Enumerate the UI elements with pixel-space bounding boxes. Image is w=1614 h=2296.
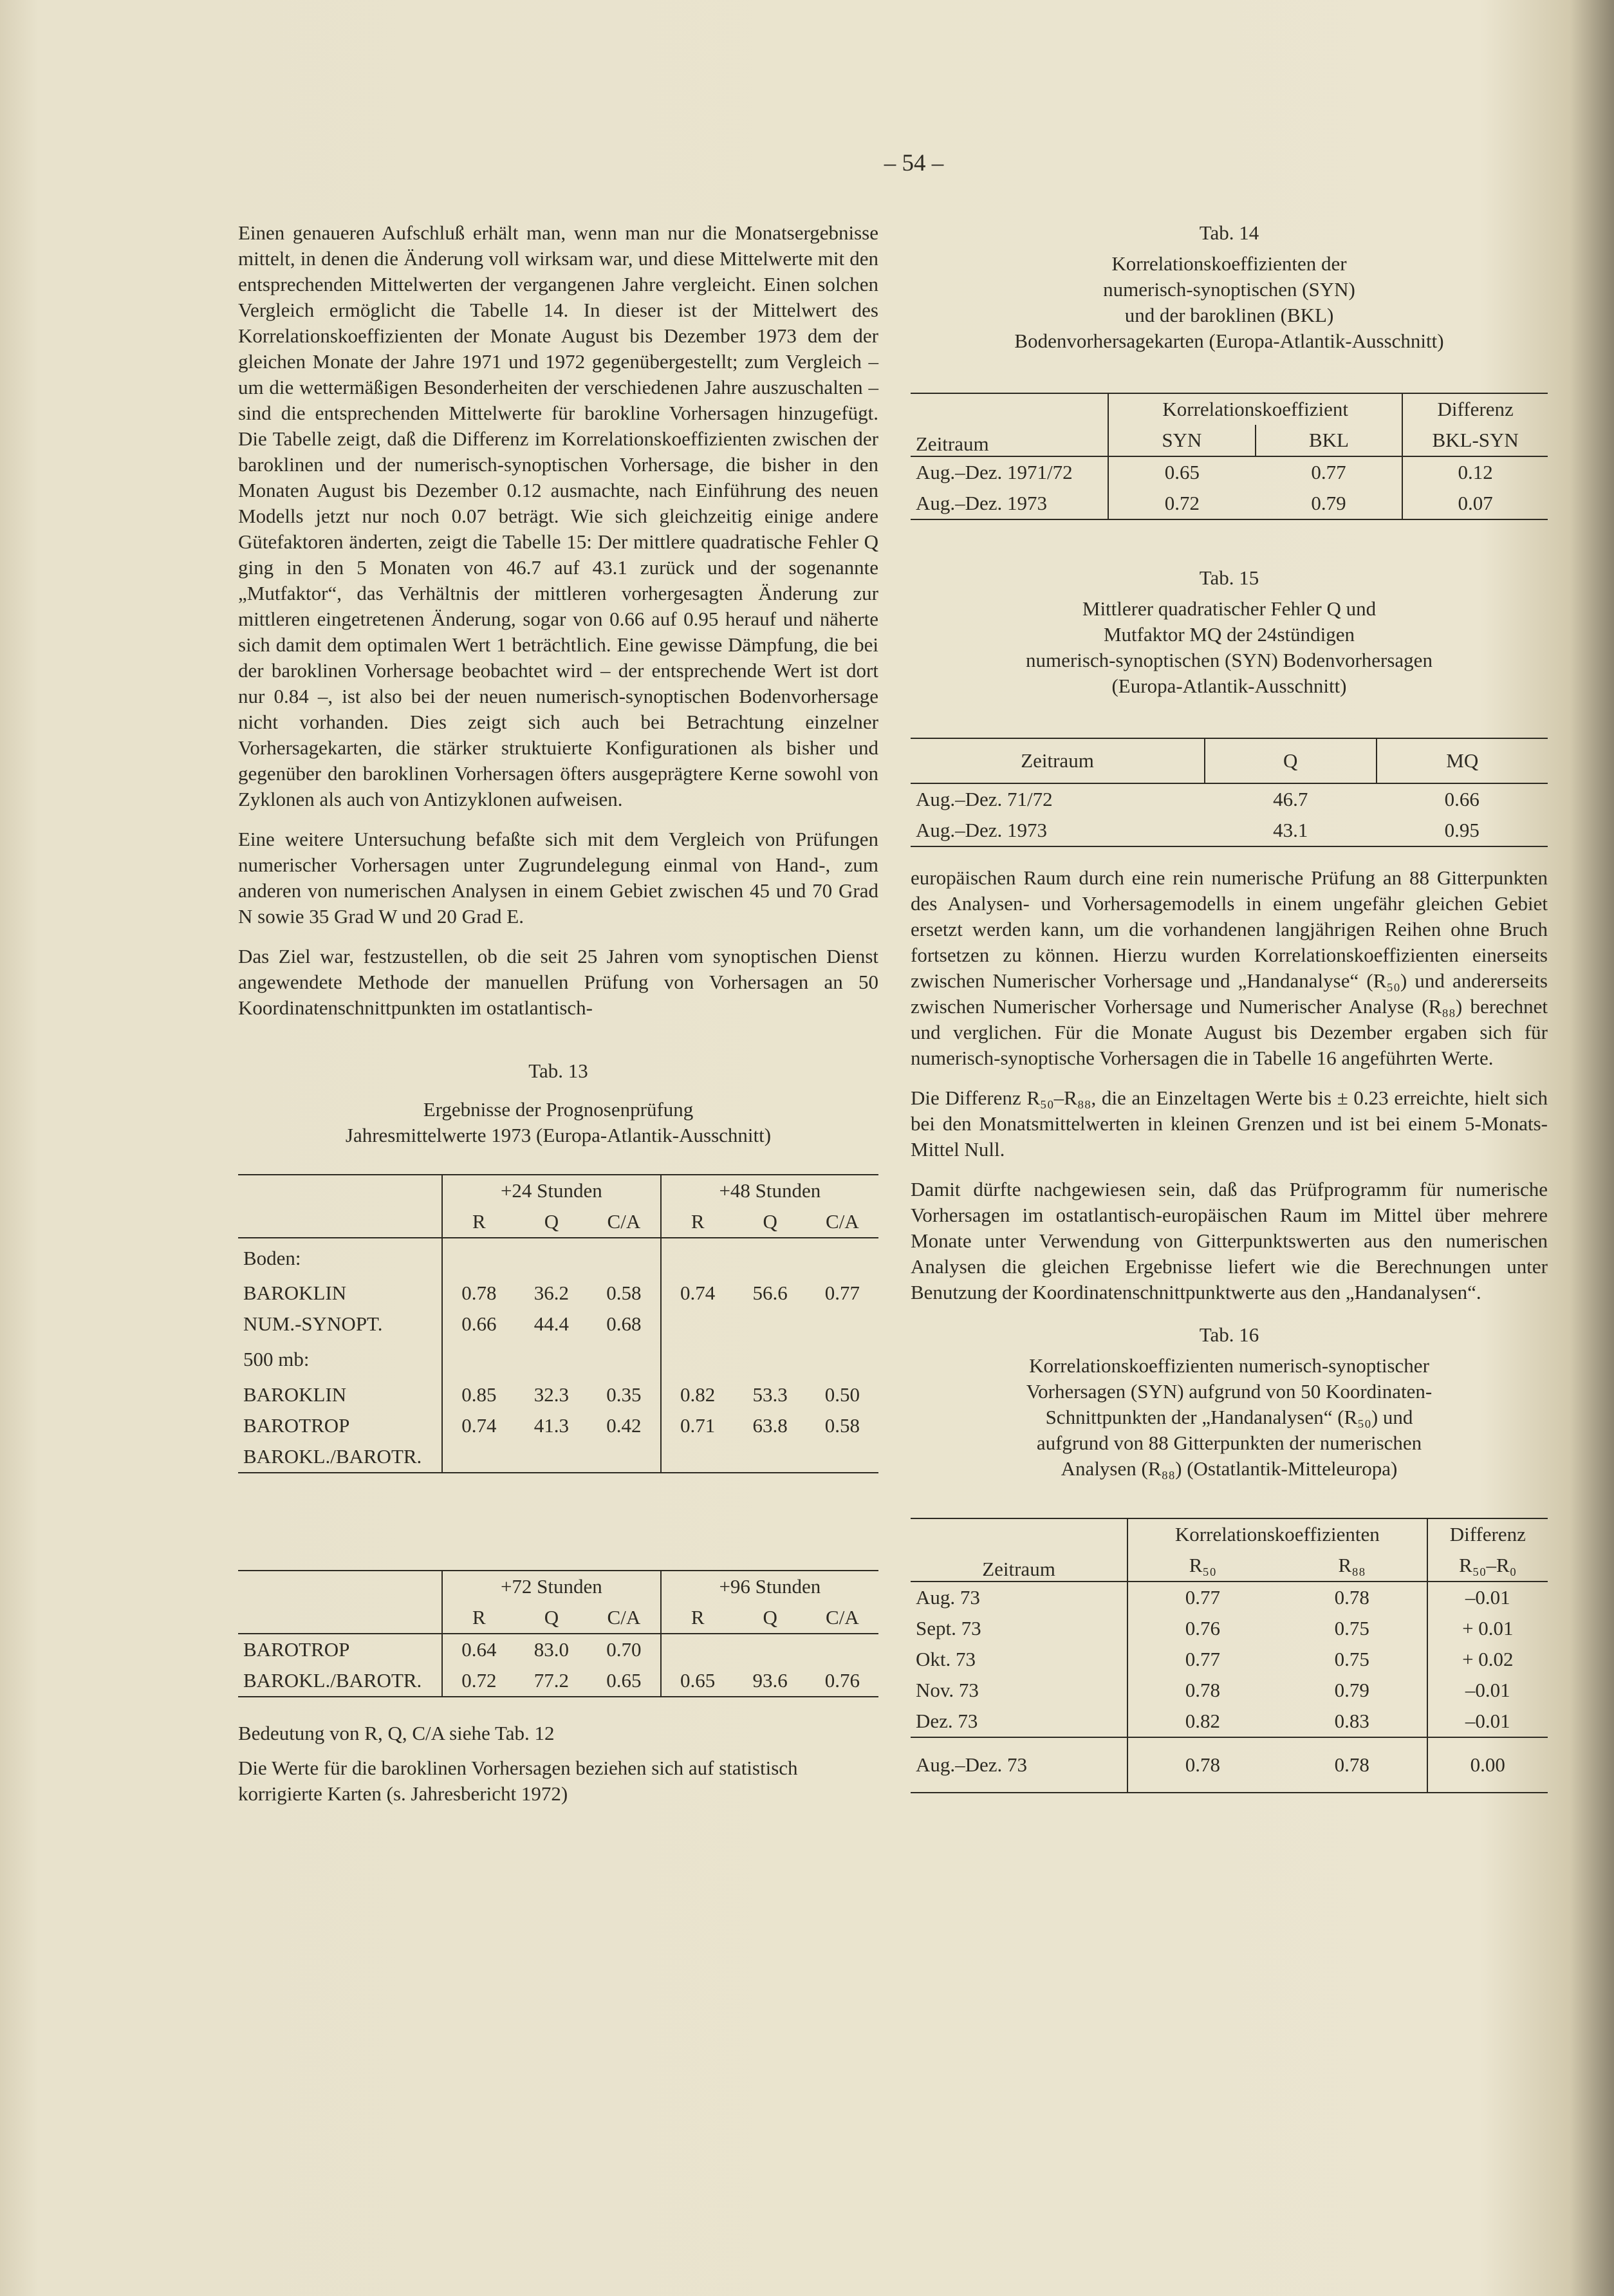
cell: 0.76 bbox=[824, 1669, 860, 1692]
tab13-table bbox=[238, 1174, 878, 1473]
col-header: Q bbox=[544, 1606, 559, 1629]
cell: 0.77 bbox=[824, 1282, 860, 1304]
cell: 0.82 bbox=[1185, 1710, 1221, 1732]
tab15-caption bbox=[911, 565, 1548, 699]
cell bbox=[806, 1634, 878, 1665]
cell: –0.01 bbox=[1465, 1679, 1510, 1701]
cell: 46.7 bbox=[1273, 788, 1308, 810]
cell: 0.79 bbox=[1277, 1675, 1427, 1706]
cell bbox=[442, 1441, 515, 1473]
cell: 0.75 bbox=[1277, 1644, 1427, 1675]
row-label: Aug.–Dez. 73 bbox=[911, 1737, 1127, 1793]
cell: 41.3 bbox=[533, 1414, 570, 1437]
row-label: Aug.–Dez. 1973 bbox=[911, 488, 1108, 519]
tab14-title-2: numerisch-synoptischen (SYN) bbox=[1103, 278, 1355, 301]
table-footnote: Die Werte für die baroklinen Vorhersagen beziehen sich auf statistisch korrigierte Karten (s. Jahresbericht 1972) bbox=[238, 1757, 798, 1805]
group-header: +48 Stunden bbox=[719, 1179, 821, 1202]
col-header: C/A bbox=[588, 1206, 661, 1238]
table-row bbox=[911, 1613, 1548, 1644]
group-header: +96 Stunden bbox=[719, 1575, 821, 1598]
cell: 0.68 bbox=[588, 1309, 661, 1339]
cell: 0.78 bbox=[1277, 1582, 1427, 1613]
table-row bbox=[238, 1339, 878, 1379]
table-row bbox=[238, 1206, 878, 1238]
col-header: Zeitraum bbox=[911, 1518, 1127, 1582]
col-header: SYN bbox=[1108, 425, 1256, 456]
paragraph-3: Das Ziel war, festzustellen, ob die seit 25 Jahren vom synoptischen Dienst angewendete Methode der manuellen Prüfung von Vorhersagen an 50 Koordinatenschnittpunkten im ostatlantisch- bbox=[238, 945, 878, 1019]
cell: 44.4 bbox=[533, 1312, 570, 1335]
cell: 53.3 bbox=[752, 1383, 788, 1406]
cell bbox=[588, 1441, 661, 1473]
group-header: +72 Stunden bbox=[442, 1571, 661, 1602]
tab16-title-5: Analysen (R₈₈) (Ostatlantik-Mitteleuropa) bbox=[1061, 1457, 1398, 1480]
cell: 0.71 bbox=[680, 1414, 716, 1437]
cell: 93.6 bbox=[752, 1669, 788, 1692]
table-row bbox=[911, 393, 1548, 425]
cell: 0.74 bbox=[461, 1414, 497, 1437]
cell: 0.12 bbox=[1458, 461, 1493, 483]
cell bbox=[515, 1441, 588, 1473]
cell: 83.0 bbox=[533, 1638, 570, 1661]
col-header: Q bbox=[544, 1210, 559, 1233]
cell: 0.65 bbox=[588, 1665, 661, 1697]
cell: –0.01 bbox=[1465, 1710, 1510, 1732]
col-header: Zeitraum bbox=[911, 738, 1205, 783]
cell: 0.77 bbox=[1185, 1586, 1221, 1609]
tab15-title: Mittlerer quadratischer Fehler Q und bbox=[1082, 597, 1377, 620]
col-header: Korrelationskoeffizienten bbox=[1127, 1518, 1427, 1550]
table-row bbox=[238, 1634, 878, 1665]
cell: 0.82 bbox=[680, 1383, 716, 1406]
row-label: NUM.-SYNOPT. bbox=[238, 1309, 442, 1339]
cell: 0.35 bbox=[588, 1379, 661, 1410]
col-header: R bbox=[691, 1606, 705, 1629]
tab14-caption bbox=[911, 220, 1548, 354]
tab14-title: Korrelationskoeffizienten der bbox=[1111, 252, 1347, 275]
tab16-title-3: Schnittpunkten der „Handanalysen“ (R₅₀) und bbox=[1045, 1406, 1413, 1428]
table-row bbox=[911, 738, 1548, 783]
cell: 0.07 bbox=[1458, 492, 1493, 514]
cell: 0.85 bbox=[461, 1383, 497, 1406]
cell: + 0.02 bbox=[1462, 1648, 1514, 1670]
col-header: Differenz bbox=[1437, 398, 1514, 420]
cell: 0.58 bbox=[824, 1414, 860, 1437]
col-header: Q bbox=[763, 1606, 777, 1629]
tab14-title-3: und der baroklinen (BKL) bbox=[1124, 304, 1334, 326]
cell: 36.2 bbox=[533, 1282, 570, 1304]
tab16-title-4: aufgrund von 88 Gitterpunkten der numerischen bbox=[1036, 1432, 1422, 1454]
tab15-label: Tab. 15 bbox=[1199, 566, 1259, 589]
table-row bbox=[911, 783, 1548, 815]
cell: 0.77 bbox=[1256, 456, 1403, 488]
cell: 0.70 bbox=[588, 1634, 661, 1665]
cell: 0.78 bbox=[1277, 1737, 1427, 1793]
table-row bbox=[238, 1238, 878, 1278]
paragraph-1: Einen genaueren Aufschluß erhält man, wenn man nur die Monatsergebnisse mittelt, in denen die Änderung voll wirksam war, und diese Mittelwerte mit den entsprechenden Mittelwerten der vergangenen Jahre vergleicht. Einen solchen Vergleich ermöglicht die Tabelle 14. In dieser ist der Mittelwert des Korrelationskoeffizienten der Monate August bis Dezember 1973 dem der gleichen Monate der Jahre 1971 und 1972 gegenübergestellt; zum Vergleich – um die wettermäßigen Besonderheiten der verschiedenen Jahre auszuschalten – sind die entsprechenden Mittelwerte für barokline Vorhersagen hinzugefügt. Die Tabelle zeigt, daß die Differenz im Korrelationskoeffizienten zwischen der baroklinen und der numerisch-synoptischen Vorhersage, die bisher in den Monaten August bis Dezember 0.12 ausmachte, nach Einführung des neuen Modells jetzt nur noch 0.07 beträgt. Wie sich gleichzeitig einige andere Gütefaktoren änderten, zeigt die Tabelle 15: Der mittlere quadratische Fehler Q ging in den 5 Monaten von 46.7 auf 43.1 zurück und der sogenannte „Mutfaktor“, das Verhältnis der mittleren vorhergesagten Änderung zur mittleren eingetretenen Änderung, sogar von 0.66 auf 0.95 herauf und näherte sich damit dem optimalen Wert 1 beträchtlich. Eine gewisse Dämpfung, die bei der baroklinen Vorhersage beobachtet wird – der entsprechende Wert ist dort nur 0.84 –, ist also bei der neuen numerisch-synoptischen Bodenvorhersage nicht vorhanden. Dies zeigt sich auch bei Betrachtung einzelner Vorhersagekarten, die stärker struktuierte Konfigurationen als bisher und gegenüber den baroklinen Vorhersagen öfters ausgeprägtere Kerne sowohl von Zyklonen als auch von Antizyklonen aufweisen. bbox=[238, 221, 878, 810]
col-header: R₅₀ bbox=[1189, 1554, 1217, 1576]
cell bbox=[734, 1441, 806, 1473]
row-label: Aug.–Dez. 1973 bbox=[916, 819, 1048, 841]
tab15-title-3: numerisch-synoptischen (SYN) Bodenvorhersagen bbox=[1026, 649, 1433, 671]
table-row bbox=[911, 488, 1548, 519]
table-row bbox=[238, 1379, 878, 1410]
row-label: BAROTROP bbox=[238, 1410, 442, 1441]
cell: 0.00 bbox=[1470, 1753, 1505, 1776]
tab13-subtitle: Jahresmittelwerte 1973 (Europa-Atlantik-Ausschnitt) bbox=[345, 1124, 772, 1146]
cell: –0.01 bbox=[1465, 1586, 1510, 1609]
tab16-title-2: Vorhersagen (SYN) aufgrund von 50 Koordinaten- bbox=[1026, 1380, 1433, 1403]
left-column bbox=[238, 220, 878, 1816]
table-row bbox=[911, 1644, 1548, 1675]
cell: 0.72 bbox=[461, 1669, 497, 1692]
tab16-table bbox=[911, 1518, 1548, 1793]
row-label: Aug.–Dez. 1971/72 bbox=[911, 456, 1108, 488]
row-label: BAROTROP bbox=[238, 1634, 442, 1665]
table-row bbox=[911, 1518, 1548, 1550]
cell: 0.58 bbox=[588, 1278, 661, 1309]
tab14-table bbox=[911, 393, 1548, 520]
table-row bbox=[238, 1309, 878, 1339]
cell bbox=[806, 1441, 878, 1473]
table-row bbox=[238, 1602, 878, 1634]
cell bbox=[661, 1634, 734, 1665]
tab13-caption bbox=[238, 1058, 878, 1148]
cell: 0.78 bbox=[461, 1282, 497, 1304]
cell: 0.95 bbox=[1444, 819, 1480, 841]
table-row bbox=[911, 1582, 1548, 1613]
row-label: Aug.–Dez. 71/72 bbox=[916, 788, 1053, 810]
table-row bbox=[911, 1675, 1548, 1706]
cell: 0.75 bbox=[1277, 1613, 1427, 1644]
col-header: R bbox=[472, 1210, 486, 1233]
row-label: BAROKLIN bbox=[238, 1278, 442, 1309]
group-header: +24 Stunden bbox=[442, 1175, 661, 1206]
cell: 0.50 bbox=[824, 1383, 860, 1406]
table-row bbox=[238, 1278, 878, 1309]
cell: 43.1 bbox=[1273, 819, 1308, 841]
cell: 77.2 bbox=[533, 1669, 570, 1692]
tab13-label: Tab. 13 bbox=[528, 1059, 588, 1082]
table-row bbox=[238, 1665, 878, 1697]
cell: 0.76 bbox=[1185, 1617, 1221, 1639]
tab15-table bbox=[911, 738, 1548, 847]
col-header: Q bbox=[1205, 738, 1377, 783]
row-label: Aug. 73 bbox=[911, 1582, 1127, 1613]
section-label: 500 mb: bbox=[238, 1339, 442, 1379]
cell: 0.77 bbox=[1185, 1648, 1221, 1670]
col-header: C/A bbox=[588, 1602, 661, 1634]
row-label: Sept. 73 bbox=[911, 1613, 1127, 1644]
cell: 0.72 bbox=[1164, 492, 1200, 514]
paragraph-2: Eine weitere Untersuchung befaßte sich mit dem Vergleich von Prüfungen numerischer Vorhersagen unter Zugrundelegung einmal von Hand-, zum anderen von numerischen Analysen in einem Gebiet zwischen 45 und 70 Grad N sowie 35 Grad W und 20 Grad E. bbox=[238, 828, 878, 928]
row-label: BAROKL./BAROTR. bbox=[238, 1665, 442, 1697]
col-header: Korrelationskoeffizient bbox=[1108, 393, 1402, 425]
cell bbox=[661, 1309, 734, 1339]
col-header: C/A bbox=[826, 1606, 859, 1629]
col-header: R bbox=[472, 1606, 486, 1629]
cell: 0.78 bbox=[1185, 1679, 1221, 1701]
col-header: Zeitraum bbox=[911, 393, 1108, 456]
tab15-title-2: Mutfaktor MQ der 24stündigen bbox=[1103, 623, 1355, 646]
cell bbox=[661, 1441, 734, 1473]
cell: 0.64 bbox=[461, 1638, 497, 1661]
col-header: R₈₈ bbox=[1277, 1550, 1427, 1582]
tab13-title: Ergebnisse der Prognosenprüfung bbox=[423, 1098, 694, 1121]
paragraph-6: Damit dürfte nachgewiesen sein, daß das Prüfprogramm für numerische Vorhersagen im ostatlantisch-europäischen Raum im Mittel über mehrere Monate unter Verwendung von Gitterpunktswerten aus den numerischen Analysen die gleichen Ergebnisse liefert wie die Berechnungen unter Benutzung der Koordinatenschnittpunktwerte aus den „Handanalysen“. bbox=[911, 1178, 1548, 1303]
paragraph-4: europäischen Raum durch eine rein numerische Prüfung an 88 Gitterpunkten des Analysen- und Vorhersagemodells in einem ungefähr gleichen Gebiet ersetzt werden kann, um die vorhandenen langjährigen Reihen ohne Bruch fortsetzen zu können. Hierzu wurden Korrelationskoeffizienten einerseits zwischen Numerischer Vorhersage und „Handanalyse“ (R₅₀) und andererseits zwischen Numerischer Vorhersage und Numerischer Analyse (R₈₈) berechnet und verglichen. Für die Monate August bis Dezember ergaben sich für numerisch-synoptische Vorhersagen die in Tabelle 16 angeführten Werte. bbox=[911, 866, 1548, 1069]
table-row bbox=[238, 1441, 878, 1473]
col-header: R₅₀–R₀ bbox=[1459, 1554, 1517, 1576]
section-label: Boden: bbox=[238, 1238, 442, 1278]
table-row bbox=[238, 1175, 878, 1206]
cell bbox=[734, 1634, 806, 1665]
cell: 0.74 bbox=[680, 1282, 716, 1304]
col-header: BKL-SYN bbox=[1432, 429, 1519, 451]
cell: 0.83 bbox=[1277, 1706, 1427, 1737]
tab14-title-4: Bodenvorhersagekarten (Europa-Atlantik-Ausschnitt) bbox=[1014, 330, 1444, 352]
cell: 0.65 bbox=[1164, 461, 1200, 483]
table-row bbox=[911, 1706, 1548, 1737]
cell: 0.66 bbox=[1444, 788, 1480, 810]
col-header: MQ bbox=[1446, 749, 1479, 772]
cell bbox=[734, 1309, 806, 1339]
table-row bbox=[238, 1571, 878, 1602]
tab16-caption bbox=[911, 1322, 1548, 1482]
table-row bbox=[911, 456, 1548, 488]
cell: 0.66 bbox=[461, 1312, 497, 1335]
paragraph-5: Die Differenz R₅₀–R₈₈, die an Einzeltagen Werte bis ± 0.23 erreichte, hielt sich bei den Monatsmittelwerten in kleinen Grenzen und ist bei einem 5-Monats-Mittel Null. bbox=[911, 1087, 1548, 1161]
table-note: Bedeutung von R, Q, C/A siehe Tab. 12 bbox=[238, 1722, 555, 1744]
col-header: R bbox=[691, 1210, 705, 1233]
table-row bbox=[911, 1737, 1548, 1793]
cell bbox=[806, 1309, 878, 1339]
cell: 0.42 bbox=[588, 1410, 661, 1441]
tab15-title-4: (Europa-Atlantik-Ausschnitt) bbox=[1111, 675, 1347, 697]
cell: 0.78 bbox=[1185, 1753, 1221, 1776]
page-number: – 54 – bbox=[884, 150, 944, 176]
cell: 0.79 bbox=[1256, 488, 1403, 519]
cell: 56.6 bbox=[752, 1282, 788, 1304]
tab16-label: Tab. 16 bbox=[1199, 1323, 1259, 1346]
table-row bbox=[911, 815, 1548, 846]
right-column bbox=[911, 220, 1548, 1816]
cell: + 0.01 bbox=[1462, 1617, 1514, 1639]
col-header: Differenz bbox=[1449, 1523, 1526, 1545]
col-header: C/A bbox=[826, 1210, 859, 1233]
row-label: BAROKLIN bbox=[238, 1379, 442, 1410]
row-label: BAROKL./BAROTR. bbox=[238, 1441, 442, 1473]
cell: 63.8 bbox=[752, 1414, 788, 1437]
row-label: Dez. 73 bbox=[911, 1706, 1127, 1737]
table-row bbox=[238, 1410, 878, 1441]
cell: 32.3 bbox=[533, 1383, 570, 1406]
tab13b-table bbox=[238, 1570, 878, 1697]
tab16-title: Korrelationskoeffizienten numerisch-synoptischer bbox=[1029, 1354, 1429, 1377]
row-label: Okt. 73 bbox=[911, 1644, 1127, 1675]
tab14-label: Tab. 14 bbox=[1199, 221, 1259, 244]
col-header: BKL bbox=[1256, 425, 1403, 456]
col-header: Q bbox=[763, 1210, 777, 1233]
cell: 0.65 bbox=[680, 1669, 716, 1692]
row-label: Nov. 73 bbox=[911, 1675, 1127, 1706]
